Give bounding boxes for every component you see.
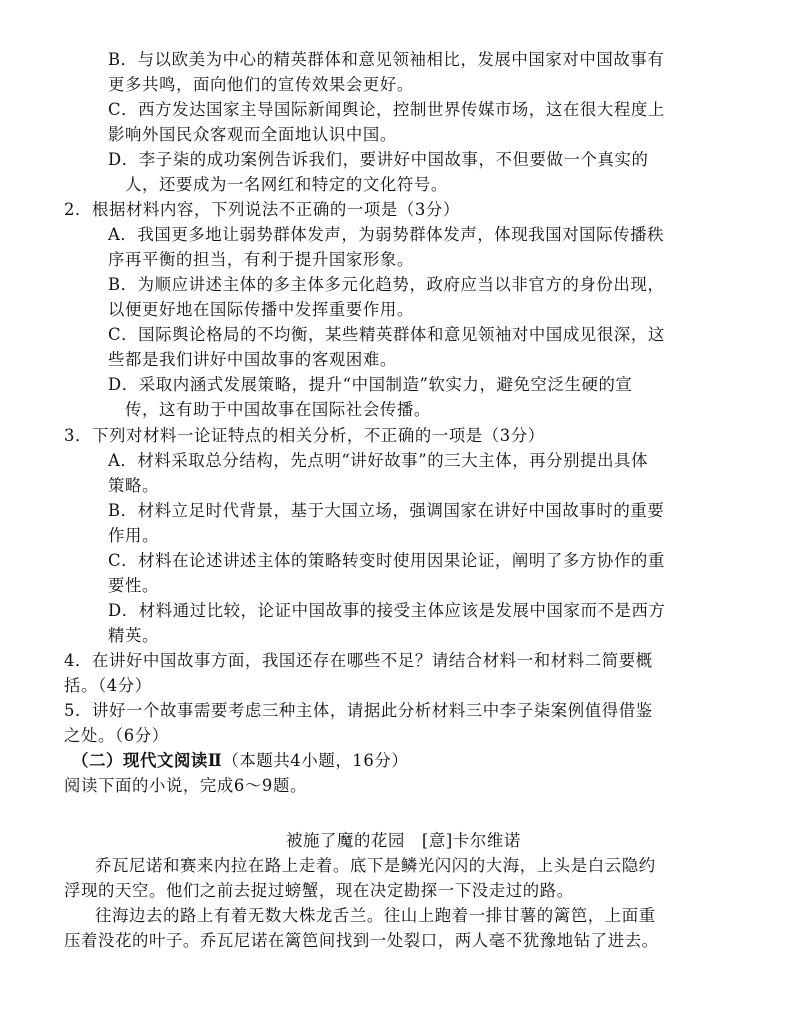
section-heading-detail: （本题共4小题，16分） <box>222 751 409 770</box>
option-3a-line1: A．材料采取总分结构，先点明“讲好故事”的三大主体，再分别提出具体 <box>108 451 649 470</box>
question-5-line2: 之处。（6分） <box>64 726 169 745</box>
option-3d-line1: D．材料通过比较，论证中国故事的接受主体应该是发展中国家而不是西方 <box>108 601 666 620</box>
option-3b-line2: 作用。 <box>108 526 159 545</box>
section-heading-bold: （二）现代文阅读Ⅱ <box>72 751 223 770</box>
question-2: 2．根据材料内容，下列说法不正确的一项是（3分） <box>64 200 460 219</box>
option-1c-line2: 影响外国民众客观而全面地认识中国。 <box>108 125 397 144</box>
option-1d-line1: D．李子柒的成功案例告诉我们，要讲好中国故事，不但要做一个真实的 <box>108 150 649 169</box>
story-paragraph-1-line2: 浮现的天空。他们之前去捉过螃蟹，现在决定勘探一下没走过的路。 <box>64 881 574 900</box>
reading-instruction: 阅读下面的小说，完成6～9题。 <box>64 776 307 795</box>
option-2b-line2: 以便更好地在国际传播中发挥重要作用。 <box>108 300 414 319</box>
option-2d-line2: 传，这有助于中国故事在国际社会传播。 <box>125 400 431 419</box>
option-2c-line2: 些都是我们讲好中国故事的客观困难。 <box>108 350 397 369</box>
question-4-line2: 括。（4分） <box>64 676 152 695</box>
option-1d-line2: 人，还要成为一名网红和特定的文化符号。 <box>125 175 448 194</box>
option-3c-line2: 要性。 <box>108 576 159 595</box>
question-4-line1: 4．在讲好中国故事方面，我国还存在哪些不足？请结合材料一和材料二简要概 <box>64 651 653 670</box>
option-3d-line2: 精英。 <box>108 626 159 645</box>
question-5-line1: 5．讲好一个故事需要考虑三种主体，请据此分析材料三中李子柒案例值得借鉴 <box>64 701 653 720</box>
story-title: 被施了魔的花园 [意]卡尔维诺 <box>286 831 521 850</box>
story-paragraph-2-line1: 往海边去的路上有着无数大株龙舌兰。往山上跑着一排甘薯的篱笆，上面重 <box>95 906 656 925</box>
option-1b-line1: B．与以欧美为中心的精英群体和意见领袖相比，发展中国家对中国故事有 <box>108 50 665 69</box>
story-paragraph-1-line1: 乔瓦尼诺和赛来内拉在路上走着。底下是鳞光闪闪的大海，上头是白云隐约 <box>95 856 656 875</box>
option-2c-line1: C．国际舆论格局的不均衡，某些精英群体和意见领袖对中国成见很深，这 <box>108 325 665 344</box>
option-1b-line2: 更多共鸣，面向他们的宣传效果会更好。 <box>108 75 414 94</box>
option-2b-line1: B．为顺应讲述主体的多主体多元化趋势，政府应当以非官方的身份出现， <box>108 275 665 294</box>
option-3b-line1: B．材料立足时代背景，基于大国立场，强调国家在讲好中国故事时的重要 <box>108 501 665 520</box>
story-paragraph-2-line2: 压着没花的叶子。乔瓦尼诺在篱笆间找到一处裂口，两人毫不犹豫地钻了进去。 <box>64 931 659 950</box>
question-3: 3．下列对材料一论证特点的相关分析，不正确的一项是（3分） <box>64 426 545 445</box>
option-1c-line1: C．西方发达国家主导国际新闻舆论，控制世界传媒市场，这在很大程度上 <box>108 100 665 119</box>
option-3a-line2: 策略。 <box>108 476 159 495</box>
section-heading <box>72 748 408 773</box>
option-2a-line2: 序再平衡的担当，有利于提升国家形象。 <box>108 250 414 269</box>
option-2a-line1: A．我国更多地让弱势群体发声，为弱势群体发声，体现我国对国际传播秩 <box>108 225 665 244</box>
option-2d-line1: D．采取内涵式发展策略，提升“中国制造”软实力，避免空泛生硬的宣 <box>108 375 633 394</box>
option-3c-line1: C．材料在论述讲述主体的策略转变时使用因果论证，阐明了多方协作的重 <box>108 551 665 570</box>
